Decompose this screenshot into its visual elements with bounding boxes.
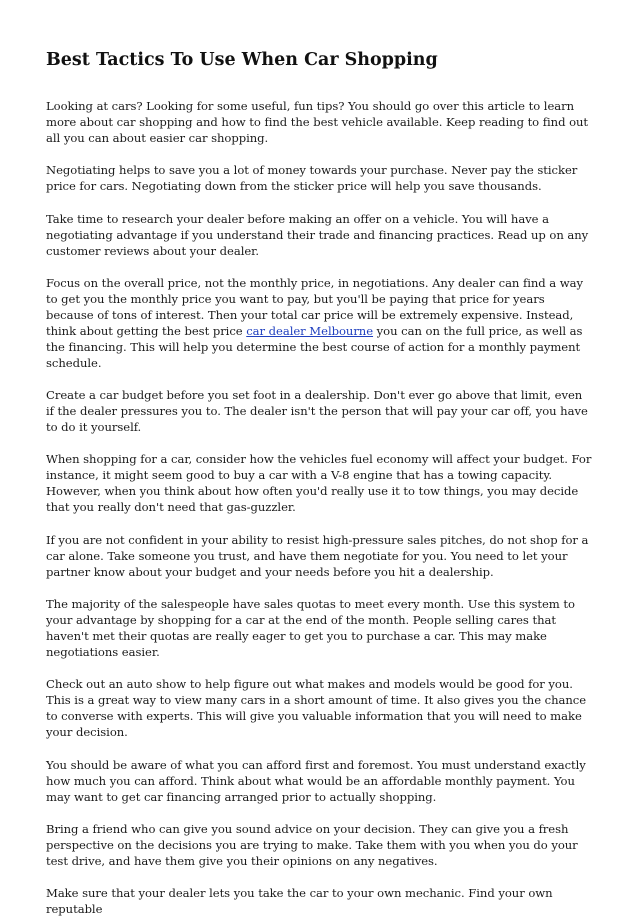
paragraph-negotiating: Negotiating helps to save you a lot of money towards your purchase. Never pay the sticker price for cars. Negotiating down from the sticker price will help you save thousands. [46,163,578,194]
paragraph-overall-price [46,275,592,371]
article-title: Best Tactics To Use When Car Shopping [46,50,438,70]
paragraph-overall-price-text-end: you can on the full price, as well as the financing. This will help you determine the best course of action for a monthly payment schedule. [46,323,583,370]
paragraph-sales-quotas: The majority of the salespeople have sales quotas to meet every month. Use this system to your advantage by shopping for a car at the end of the month. People selling cares that haven't met their quotas are really eager to get you to purchase a car. This may make negotiations easier. [46,597,575,660]
paragraph-bring-friend: Bring a friend who can give you sound advice on your decision. They can give you a fresh perspective on the decisions you are trying to make. Take them with you when you do your test drive, and have them give you their opinions on any negatives. [46,821,578,868]
paragraph-sales-pitches: If you are not confident in your ability to resist high-pressure sales pitches, do not shop for a car alone. Take someone you trust, and have them negotiate for you. You need to let your partner know about your budget and your needs before you hit a dealership. [46,532,589,579]
paragraph-auto-show: Check out an auto show to help figure out what makes and models would be good for you. This is a great way to view many cars in a short amount of time. It also gives you the chance to converse with experts. This will give you valuable information that you will need to make your decision. [46,677,587,740]
paragraph-mechanic: Make sure that your dealer lets you take the car to your own mechanic. Find your own reputable [46,886,553,917]
car-dealer-melbourne-link[interactable]: car dealer Melbourne [246,323,374,338]
paragraph-budget: Create a car budget before you set foot in a dealership. Don't ever go above that limit, even if the dealer pressures you to. The dealer isn't the person that will pay your car off, you have to do it yourself. [46,388,588,435]
paragraph-overall-price-text-start: Focus on the overall price, not the monthly price, in negotiations. Any dealer can find a way to get you the monthly price you want to pay, but you'll be paying that price for years because of tons of interest. Then your total car price will be extremely expensive. Instead, think about getting the best price [46,275,584,338]
paragraph-afford: You should be aware of what you can afford first and foremost. You must understand exactly how much you can afford. Think about what would be an affordable monthly payment. You may want to get car financing arranged prior to actually shopping. [46,757,586,804]
paragraph-fuel-economy: When shopping for a car, consider how the vehicles fuel economy will affect your budget. For instance, it might seem good to buy a car with a V-8 engine that has a towing capacity. However, when you think about how often you'd really use it to tow things, you may decide that you really don't need that gas-guzzler. [46,452,592,515]
paragraph-research-dealer: Take time to research your dealer before making an offer on a vehicle. You will have a negotiating advantage if you understand their trade and financing practices. Read up on any customer reviews about your dealer. [46,211,589,258]
paragraph-intro: Looking at cars? Looking for some useful, fun tips? You should go over this article to learn more about car shopping and how to find the best vehicle available. Keep reading to find out all you can about easier car shopping. [46,99,589,145]
